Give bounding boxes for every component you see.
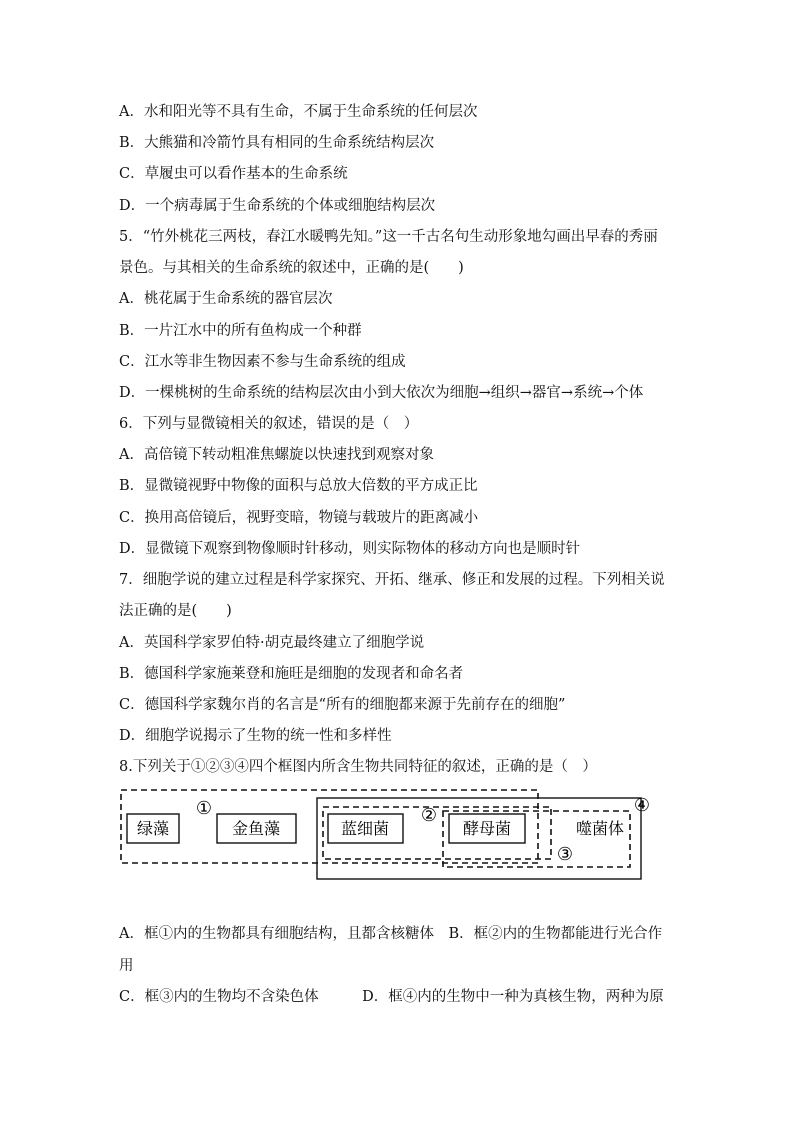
q5-option-c: C．江水等非生物因素不参与生命系统的组成 bbox=[119, 354, 406, 370]
q4-option-a: A．水和阳光等不具有生命，不属于生命系统的任何层次 bbox=[119, 104, 478, 120]
q8-stem: 8.下列关于①②③④四个框图内所含生物共同特征的叙述，正确的是（ ） bbox=[119, 759, 597, 775]
q5-option-d: D．一棵桃树的生命系统的结构层次由小到大依次为细胞→组织→器官→系统→个体 bbox=[119, 385, 644, 401]
q8-options-line1: A．框①内的生物都具有细胞结构，且都含核糖体 B．框②内的生物都能进行光合作 bbox=[119, 926, 663, 942]
frame-label-3: ③ bbox=[556, 844, 574, 865]
organism-label-hornwort: 金鱼藻 bbox=[231, 819, 281, 838]
q4-option-d: D．一个病毒属于生命系统的个体或细胞结构层次 bbox=[119, 198, 436, 214]
frame-label-4: ④ bbox=[633, 795, 650, 816]
q6-option-c: C．换用高倍镜后，视野变暗，物镜与载玻片的距离减小 bbox=[119, 510, 479, 526]
q7-option-c: C．德国科学家魏尔肖的名言是“所有的细胞都来源于先前存在的细胞” bbox=[119, 697, 566, 713]
organism-label-yeast: 酵母菌 bbox=[462, 819, 512, 838]
q7-option-b: B．德国科学家施莱登和施旺是细胞的发现者和命名者 bbox=[119, 666, 464, 682]
q5-option-a: A．桃花属于生命系统的器官层次 bbox=[119, 291, 333, 307]
q8-options-line3: C．框③内的生物均不含染色体 D．框④内的生物中一种为真核生物，两种为原 bbox=[119, 989, 664, 1005]
q7-option-d: D．细胞学说揭示了生物的统一性和多样性 bbox=[119, 728, 392, 744]
frame-label-1: ① bbox=[195, 798, 213, 819]
frame-label-2: ② bbox=[420, 805, 438, 826]
q8-frame-diagram bbox=[118, 787, 648, 882]
organism-label-cyanobacteria: 蓝细菌 bbox=[340, 819, 390, 838]
q6-option-a: A．高倍镜下转动粗准焦螺旋以快速找到观察对象 bbox=[119, 447, 434, 463]
q5-stem-line1: 5．“竹外桃花三两枝，春江水暖鸭先知。”这一千古名句生动形象地勾画出早春的秀丽 bbox=[119, 229, 658, 245]
q5-option-b: B．一片江水中的所有鱼构成一个种群 bbox=[119, 323, 362, 339]
q5-stem-line2: 景色。与其相关的生命系统的叙述中，正确的是( ) bbox=[119, 260, 464, 276]
organism-label-green-algae: 绿藻 bbox=[136, 819, 170, 838]
q7-stem-line1: 7．细胞学说的建立过程是科学家探究、开拓、继承、修正和发展的过程。下列相关说 bbox=[119, 572, 665, 588]
q7-option-a: A．英国科学家罗伯特·胡克最终建立了细胞学说 bbox=[119, 635, 425, 651]
q4-option-b: B．大熊猫和冷箭竹具有相同的生命系统结构层次 bbox=[119, 135, 435, 151]
q6-option-b: B．显微镜视野中物像的面积与总放大倍数的平方成正比 bbox=[119, 478, 478, 494]
q6-option-d: D．显微镜下观察到物像顺时针移动，则实际物体的移动方向也是顺时针 bbox=[119, 541, 581, 557]
organism-label-phage: 噬菌体 bbox=[575, 819, 625, 838]
q7-stem-line2: 法正确的是( ) bbox=[119, 603, 232, 619]
q6-stem: 6．下列与显微镜相关的叙述，错误的是（ ） bbox=[119, 416, 419, 432]
q8-options-line2: 用 bbox=[119, 958, 134, 974]
q4-option-c: C．草履虫可以看作基本的生命系统 bbox=[119, 166, 348, 182]
